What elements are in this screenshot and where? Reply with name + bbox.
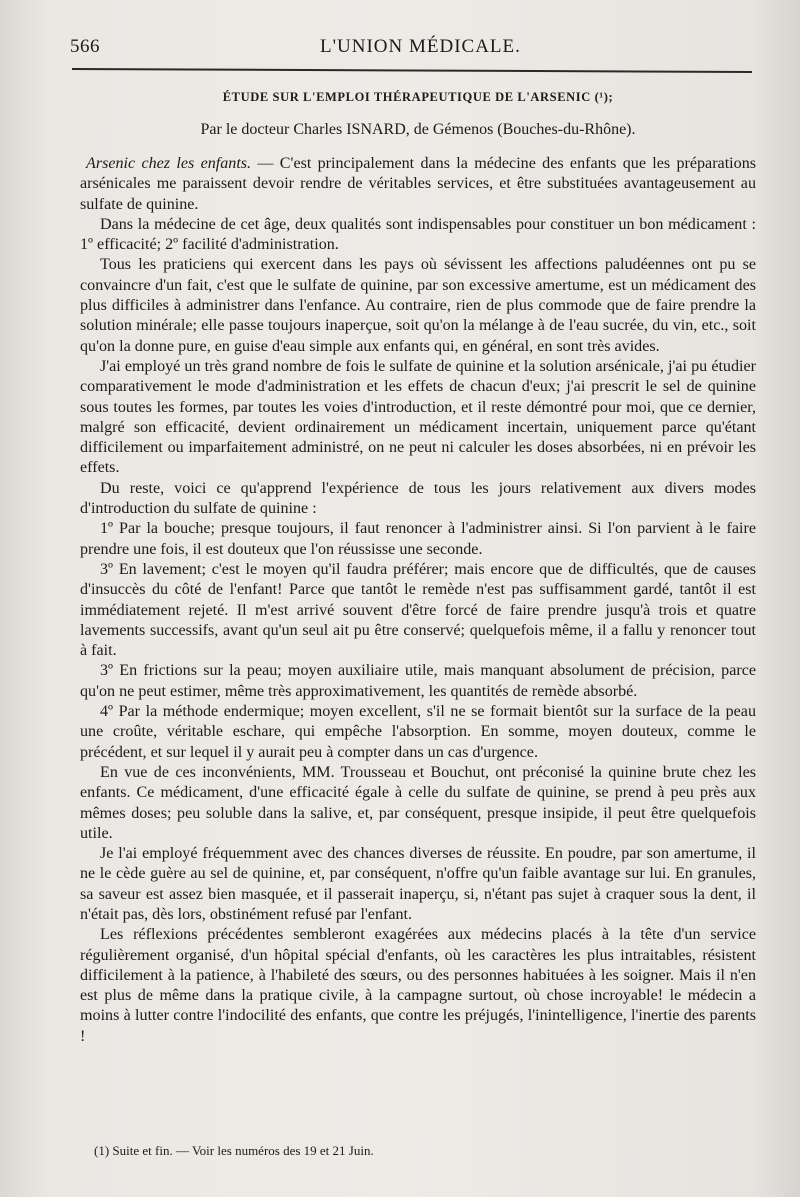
header-rule <box>72 68 752 73</box>
paragraph: Les réflexions précédentes sembleront exagérées aux médecins placés à la tête d'un service régulièrement organisé, d'un hôpital spécial d'enfants, où les caractères les plus intraitables, résistent difficilement à la patience, à l'habileté des sœurs, ou des personnes habituées à les soigner. Mais il n'en est plus de même dans la pratique civile, à la campagne surtout, où chose incroyable! le médecin a moins à lutter contre l'indocilité des enfants, que contre les préjugés, l'inintelligence, l'inertie des parents ! <box>80 926 756 1045</box>
section-lead-in: Arsenic chez les enfants. <box>86 155 252 172</box>
paragraph: 3º En lavement; c'est le moyen qu'il faudra préférer; mais encore que de difficultés, que de causes d'insuccès du côté de l'enfant! Parce que tantôt le remède n'est pas suffisamment gardé, tantôt il est immédiatement rejeté. Il m'est arrivé souvent d'être forcé de faire prendre jusqu'à trois et quatre lavements successifs, avant qu'un seul ait pu être conservé; quelquefois même, il a fallu y renoncer tout à fait. <box>80 560 756 660</box>
paragraph <box>80 154 756 215</box>
article <box>80 82 756 1047</box>
running-head <box>70 36 742 66</box>
paragraph: Dans la médecine de cet âge, deux qualités sont indispensables pour constituer un bon médicament : 1º efficacité; 2º facilité d'administration. <box>80 215 756 254</box>
paragraph: Du reste, voici ce qu'apprend l'expérience de tous les jours relativement aux divers modes d'introduction du sulfate de quinine : <box>80 479 756 518</box>
paragraph: En vue de ces inconvénients, MM. Trousseau et Bouchut, ont préconisé la quinine brute chez les enfants. Ce médicament, d'une efficacité égale à celle du sulfate de quinine, se prend à peu près aux mêmes doses; peu soluble dans la salive, et, par conséquent, presque insipide, il peut être quelquefois utile. <box>80 763 756 842</box>
paragraph: 1º Par la bouche; presque toujours, il faut renoncer à l'administrer ainsi. Si l'on parvient à le faire prendre une fois, il est douteux que l'on réussisse une seconde. <box>80 520 756 558</box>
page-number: 566 <box>70 36 100 57</box>
paragraph: 3º En frictions sur la peau; moyen auxiliaire utile, mais manquant absolument de précision, parce qu'on ne peut estimer, même très approximativement, les quantités de remède absorbé. <box>80 662 756 700</box>
journal-title: L'UNION MÉDICALE. <box>320 36 521 57</box>
article-byline: Par le docteur Charles ISNARD, de Gémenos (Bouches-du-Rhône). <box>200 121 636 138</box>
paragraph: Je l'ai employé fréquemment avec des chances diverses de réussite. En poudre, par son amertume, il ne le cède guère au sel de quinine, et, par conséquent, n'offre qu'un faible avantage sur lui. En granules, sa saveur est assez bien masquée, et il passerait inaperçu, si, n'étant pas sujet à craquer sous la dent, il n'était pas, dès lors, obstinément refusé par l'enfant. <box>80 845 756 923</box>
footnote: (1) Suite et fin. — Voir les numéros des 19 et 21 Juin. <box>94 1143 374 1158</box>
paragraph: Tous les praticiens qui exercent dans les pays où sévissent les affections paludéennes ont pu se convaincre d'un fait, c'est que le sulfate de quinine, par son excessive amertume, est un médicament des plus difficiles à administrer dans l'enfance. Au contraire, rien de plus commode que de faire prendre la solution minérale; elle passe toujours inaperçue, soit qu'on la mélange à de l'eau sucrée, du vin, etc., soit qu'on la donne pure, en guise d'eau simple aux enfants qui, en général, en sont très avides. <box>80 256 756 355</box>
article-title: ÉTUDE SUR L'EMPLOI THÉRAPEUTIQUE DE L'ARSENIC (¹); <box>222 90 614 104</box>
paragraph-text: — C'est principalement dans la médecine des enfants que les préparations arsénicales me paraissent devoir rendre de véritables services, et être substituées avantageusement au sulfate de quinine. <box>80 155 757 213</box>
article-body <box>80 154 756 1047</box>
paragraph: J'ai employé un très grand nombre de fois le sulfate de quinine et la solution arsénicale, j'ai pu étudier comparativement le mode d'administration et les effets de chacun d'eux; j'ai prescrit le sel de quinine sous toutes les formes, par toutes les voies d'introduction, et il reste démontré pour moi, que ce dernier, malgré son efficacité, devient ordinairement un médicament incertain, uniquement parce qu'étant difficilement ou imparfaitement administré, on ne peut ni calculer les doses absorbées, ni en prévoir les effets. <box>80 357 756 477</box>
paragraph: 4º Par la méthode endermique; moyen excellent, s'il ne se formait bientôt sur la surface de la peau une croûte, véritable eschare, qui empêche l'absorption. En somme, moyen douteux, comme le précédent, et sur lequel il y aurait peu à compter dans un cas d'urgence. <box>80 703 756 761</box>
